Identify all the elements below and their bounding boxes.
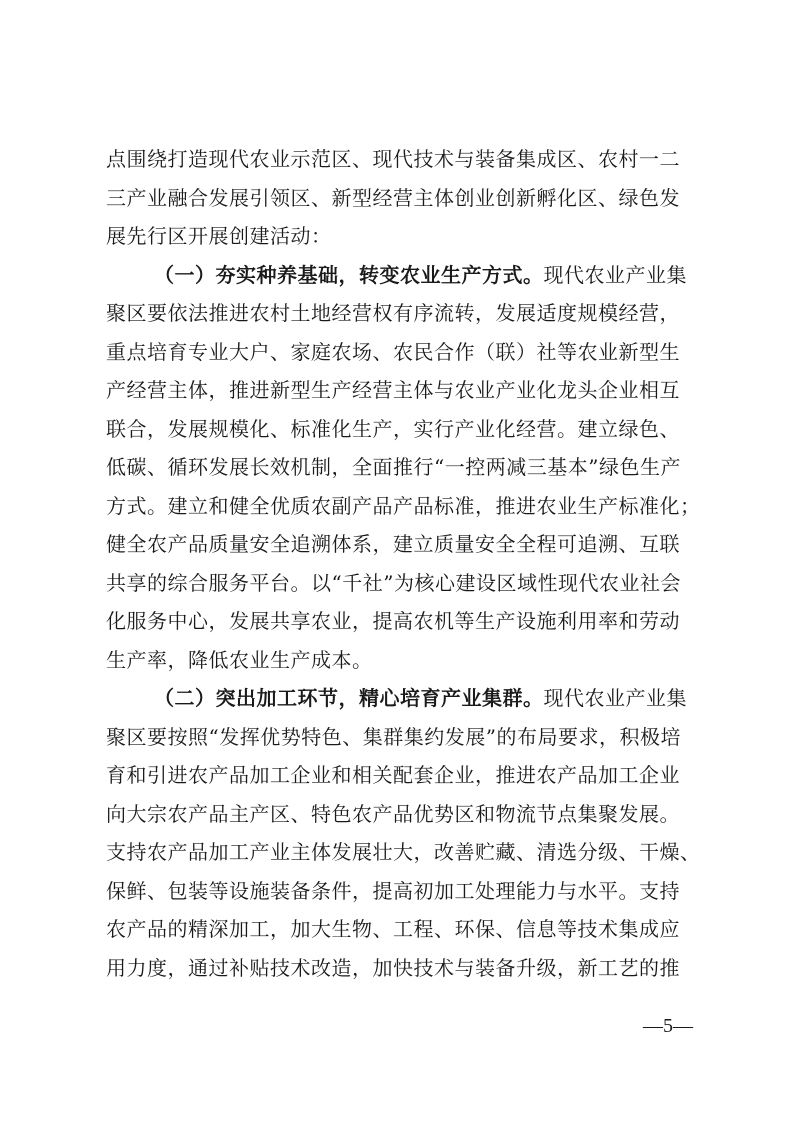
line-text: 联合，发展规模化、标准化生产，实行产业化经营。建立绿色、 xyxy=(106,416,680,441)
text-line xyxy=(106,448,688,487)
text-line xyxy=(106,371,688,410)
text-line xyxy=(106,140,688,179)
text-line xyxy=(106,564,688,603)
line-text: 健全农产品质量安全追溯体系，建立质量安全全程可追溯、互联 xyxy=(106,532,680,556)
line-text: 育和引进农产品加工企业和相关配套企业，推进农产品加工企业 xyxy=(106,763,680,787)
text-line xyxy=(106,179,688,218)
section-heading-line xyxy=(106,679,688,718)
line-text: 现代农业产业集 xyxy=(543,262,687,287)
line-text: 用力度，通过补贴技术改造，加快技术与装备升级，新工艺的推 xyxy=(106,955,680,980)
text-line xyxy=(106,872,688,911)
line-text: 点围绕打造现代农业示范区、现代技术与装备集成区、农村一二 xyxy=(106,147,680,171)
line-text: 化服务中心，发展共享农业，提高农机等生产设施利用率和劳动 xyxy=(106,609,680,633)
page-number: —5— xyxy=(643,1015,693,1037)
line-text: 向大宗农产品主产区、特色农产品优势区和物流节点集聚发展。 xyxy=(106,801,680,826)
text-line xyxy=(106,718,688,757)
line-text: 产经营主体，推进新型生产经营主体与农业产业化龙头企业相互 xyxy=(106,378,680,402)
text-line xyxy=(106,833,701,872)
line-text: 共享的综合服务平台。以“千社”为核心建设区域性现代农业社会 xyxy=(106,570,681,595)
line-text: 生产率，降低农业生产成本。 xyxy=(106,647,373,672)
section-heading-line xyxy=(106,256,688,295)
line-text: 聚区要按照“发挥优势特色、集群集约发展”的布局要求，积极培 xyxy=(106,724,681,749)
section-heading-1: （一）夯实种养基础，转变农业生产方式。 xyxy=(154,262,544,287)
line-text: 三产业融合发展引领区、新型经营主体创业创新孵化区、绿色发 xyxy=(106,185,680,210)
text-line xyxy=(106,217,688,256)
text-line xyxy=(106,910,688,949)
text-line xyxy=(106,949,688,988)
text-line xyxy=(106,333,688,372)
text-line xyxy=(106,294,688,333)
line-text: 聚区要依法推进农村土地经营权有序流转，发展适度规模经营， xyxy=(106,301,680,325)
line-text: 保鲜、包装等设施装备条件，提高初加工处理能力与水平。支持 xyxy=(106,878,680,903)
line-text: 农产品的精深加工，加大生物、工程、环保、信息等技术集成应 xyxy=(106,917,680,941)
text-line xyxy=(106,602,688,641)
line-text: 展先行区开展创建活动： xyxy=(106,224,332,248)
line-text: 重点培育专业大户、家庭农场、农民合作（联）社等农业新型生 xyxy=(106,339,680,364)
text-line xyxy=(106,795,688,834)
section-heading-2: （二）突出加工环节，精心培育产业集群。 xyxy=(154,686,544,710)
text-line xyxy=(106,525,688,564)
text-line xyxy=(106,487,701,526)
text-line xyxy=(106,756,688,795)
line-text: 现代农业产业集 xyxy=(543,686,687,710)
body-text xyxy=(106,140,701,987)
text-line xyxy=(106,410,688,449)
text-line xyxy=(106,641,688,680)
line-text: 方式。建立和健全优质农副产品产品标准，推进农业生产标准化； xyxy=(106,493,701,518)
line-text: 支持农产品加工产业主体发展壮大，改善贮藏、清选分级、干燥、 xyxy=(106,840,701,864)
line-text: 低碳、循环发展长效机制，全面推行“一控两减三基本”绿色生产 xyxy=(106,455,681,479)
